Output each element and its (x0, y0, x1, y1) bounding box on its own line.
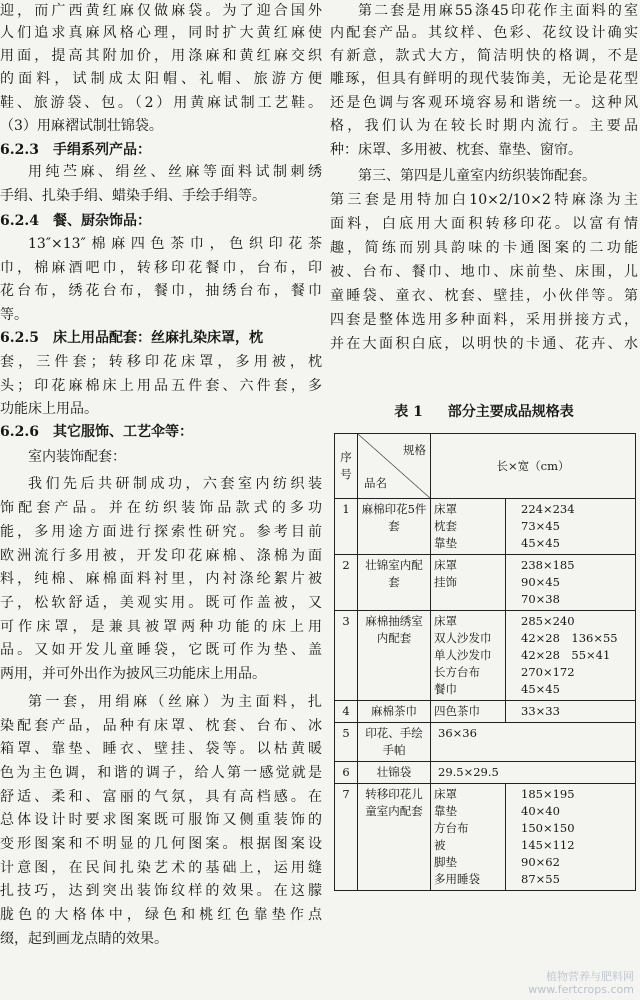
right-text-line: 并在大面积白底，以明快的卡通、花卉、水 (330, 336, 638, 352)
header-size: 长×宽（cm） (431, 434, 636, 499)
right-text-line: 还是色调与客观环境容易和谐统一。这种风 (330, 95, 638, 111)
size-list (506, 499, 636, 555)
part-label: 方台布 (434, 821, 469, 835)
left-text-line: 鞋、旅游袋、包。（2）用黄麻试制工艺鞋。 (0, 95, 322, 111)
left-text-line: 6.2.3 手绢系列产品： (0, 142, 151, 158)
table-row (335, 499, 636, 555)
left-text-line: 6.2.5 床上用品配套：丝麻扎染床罩，枕 (0, 330, 263, 346)
left-text-line: 欧洲流行多用被，开发印花麻棉、涤棉为面 (0, 548, 322, 564)
table-row (335, 723, 636, 762)
left-text-line: 染配套产品，品种有床罩、枕套、台布、冰 (0, 718, 322, 734)
right-text-line: 第三套是用特加白10×2/10×2特麻涤为主 (330, 192, 638, 208)
part-list (431, 701, 506, 723)
size-list (506, 555, 636, 611)
row-number: 7 (335, 784, 358, 891)
left-text-line: 色为主色调，和谐的调子，给人第一感觉就是 (0, 765, 322, 781)
product-name: 麻棉抽绣室内配套 (358, 611, 431, 701)
header-diagonal-cell (358, 434, 431, 499)
row-number: 6 (335, 762, 358, 784)
right-text-line: 有新意，款式大方，简洁明快的格调，不是 (330, 48, 638, 64)
left-text-line: 变形图案和不明显的几何图案。根据图案设 (0, 836, 322, 852)
table-caption: 部分主要成品规格表 (447, 404, 574, 420)
table-row (335, 555, 636, 611)
right-text-line: 趣，简练而别具韵味的卡通图案的二功能 (330, 240, 638, 256)
table-header-row (335, 434, 636, 499)
part-label: 被 (434, 838, 446, 852)
left-text-line: 迎，而广西黄红麻仅做麻袋。为了迎合国外 (0, 3, 322, 19)
table-body (335, 499, 636, 891)
size-list (431, 762, 636, 784)
right-text-line: 第三、第四是儿童室内纺织装饰配套。 (358, 168, 596, 184)
spec-table (334, 433, 636, 891)
table-row (335, 611, 636, 701)
right-text-line: 第二套是用麻55涤45印花作主面料的室 (358, 3, 638, 19)
size-value: 90×62 (521, 855, 560, 869)
part-label: 长方台布 (434, 665, 480, 679)
left-text-line: 用纯苎麻、绢丝、丝麻等面料试制刺绣 (28, 164, 322, 180)
part-list (431, 784, 506, 891)
left-text-line: 花台布，绣花台布，餐巾，抽绣台布，餐巾 (0, 283, 322, 299)
right-text-line: 被、台布、餐巾、地巾、床前垫、床围，儿 (330, 264, 638, 280)
right-text-line: 四套是整体选用多种面料，采用拼接方式， (330, 312, 638, 328)
size-list (506, 701, 636, 723)
left-text-line: 的面料，试制成太阳帽、礼帽、旅游方便 (0, 71, 322, 87)
size-value: 40×40 (521, 804, 560, 818)
left-text-line: 舒适、柔和、富丽的气氛，具有高档感。在 (0, 789, 322, 805)
part-label: 多用睡袋 (434, 872, 480, 886)
left-text-line: 功能床上用品。 (0, 401, 98, 417)
left-text-line: 6.2.6 其它服饰、工艺伞等： (0, 424, 193, 440)
part-label: 床罩 (434, 614, 457, 628)
size-value: 238×185 (521, 558, 575, 572)
row-number: 1 (335, 499, 358, 555)
row-number: 4 (335, 701, 358, 723)
part-list (431, 555, 506, 611)
left-text-line: 巾，棉麻酒吧巾，转移印花餐巾，台布，印 (0, 260, 322, 276)
row-number: 2 (335, 555, 358, 611)
left-text-line: 扎技巧，达到突出装饰纹样的效果。在这朦 (0, 883, 322, 899)
left-text-line: 第一套，用绢麻（丝麻）为主面料，扎 (28, 694, 322, 710)
part-label: 脚垫 (434, 855, 457, 869)
row-number: 5 (335, 723, 358, 762)
size-value: 224×234 (521, 502, 575, 516)
header-name: 品名 (364, 476, 387, 490)
size-value: 150×150 (521, 821, 575, 835)
part-label: 枕套 (434, 519, 457, 533)
size-value: 73×45 (521, 519, 560, 533)
table-row (335, 784, 636, 891)
size-list (431, 723, 636, 762)
part-label: 床罩 (434, 787, 457, 801)
size-value: 36×36 (438, 726, 477, 740)
size-value: 270×172 (521, 665, 575, 679)
size-value: 42×28 55×41 (521, 648, 611, 662)
part-label: 靠垫 (434, 536, 457, 550)
size-value: 285×240 (521, 614, 575, 628)
left-text-line: 计意图，在民间扎染艺术的基础上，运用缝 (0, 860, 322, 876)
part-label: 床罩 (434, 502, 457, 516)
size-value: 70×38 (521, 592, 560, 606)
left-text-line: 13″×13″棉麻四色茶巾，色织印花茶 (28, 236, 322, 252)
product-name: 壮锦袋 (358, 762, 431, 784)
part-label: 挂饰 (434, 575, 457, 589)
left-text-line: 室内装饰配套： (28, 449, 126, 465)
size-value: 45×45 (521, 536, 560, 550)
size-value: 87×55 (521, 872, 560, 886)
left-text-line: 套，三件套；转移印花床罩，多用被，枕 (0, 354, 322, 370)
left-text-line: 箱罩、靠垫、睡衣、壁挂、袋等。以枯黄暖 (0, 741, 322, 757)
right-text-line: 童睡袋、童衣、枕套、壁挂，小伙伴等。第 (330, 288, 638, 304)
left-text-line: 胧色的大格体中，绿色和桃红色靠垫作点 (0, 907, 322, 923)
table-row (335, 701, 636, 723)
size-value: 145×112 (521, 838, 575, 852)
left-text-line: （3）用麻褶试制壮锦袋。 (0, 118, 163, 134)
size-value: 29.5×29.5 (438, 765, 499, 779)
product-name: 麻棉茶巾 (358, 701, 431, 723)
left-text-line: 用面，提高其附加价，用涤麻和黄红麻交织 (0, 48, 322, 64)
left-text-line: 等。 (0, 307, 28, 323)
product-name: 印花、手绘手帕 (358, 723, 431, 762)
left-text-line: 饰配套产品。并在纺织装饰品款式的多功 (0, 500, 322, 516)
watermark: 植物营养与肥料网 www.fertcrops.com (528, 970, 634, 996)
table-title (330, 401, 638, 421)
left-text-line: 人们追求真麻风格心理，同时扩大黄红麻使 (0, 25, 322, 41)
part-list (431, 499, 506, 555)
left-text-line: 子，松软舒适，美观实用。既可作盖被，又 (0, 595, 322, 611)
part-list (431, 611, 506, 701)
left-text-line: 总体设计时要求图案既可服饰又侧重装饰的 (0, 812, 322, 828)
left-text-line: 料，纯棉、麻棉面料衬里，内衬涤纶絮片被 (0, 571, 322, 587)
right-text-line: 种：床罩、多用被、枕套、靠垫、窗帘。 (330, 142, 582, 158)
part-label: 餐巾 (434, 682, 457, 696)
left-text-line: 我们先后共研制成功，六套室内纺织装 (28, 476, 322, 492)
size-value: 90×45 (521, 575, 560, 589)
left-text-line: 头；印花麻棉床上用品五件套、六件套，多 (0, 378, 322, 394)
product-name: 转移印花儿童室内配套 (358, 784, 431, 891)
left-text-line: 两用，并可外出作为披风三功能床上用品。 (0, 666, 266, 682)
size-value: 33×33 (521, 704, 560, 718)
right-text-line: 格，我们认为在较长时期内流行。主要品 (330, 118, 638, 134)
right-text-line: 内配套产品。其纹样、色彩、花纹设计确实 (330, 25, 638, 41)
right-text-line: 雕琢，但具有鲜明的现代装饰美，无论是花型 (330, 71, 638, 87)
header-seq: 序号 (335, 434, 358, 499)
part-label: 单人沙发巾 (434, 648, 492, 662)
row-number: 3 (335, 611, 358, 701)
left-text-line: 能，多用途方面进行探索性研究。参考目前 (0, 524, 322, 540)
size-list (506, 611, 636, 701)
size-value: 45×45 (521, 682, 560, 696)
header-spec: 规格 (403, 443, 426, 457)
left-text-line: 手绢、扎染手绢、蜡染手绢、手绘手绢等。 (0, 188, 266, 204)
size-list (506, 784, 636, 891)
product-name: 壮锦室内配套 (358, 555, 431, 611)
part-label: 靠垫 (434, 804, 457, 818)
part-label: 床罩 (434, 558, 457, 572)
size-value: 185×195 (521, 787, 575, 801)
right-text-line: 面料，白底用大面积转移印花。以富有情 (330, 216, 638, 232)
table-row (335, 762, 636, 784)
left-text-line: 可作床罩，是兼具被罩两种功能的床上用 (0, 619, 322, 635)
left-text-line: 缀，起到画龙点睛的效果。 (0, 931, 168, 947)
part-label: 双人沙发巾 (434, 631, 492, 645)
table-number: 表 1 (394, 404, 423, 420)
part-label: 四色茶巾 (434, 704, 480, 718)
product-name: 麻棉印花5件套 (358, 499, 431, 555)
left-text-line: 品。又如开发儿童睡袋，它既可作为垫、盖 (0, 642, 322, 658)
size-value: 42×28 136×55 (521, 631, 618, 645)
left-text-line: 6.2.4 餐、厨杂饰品： (0, 213, 151, 229)
